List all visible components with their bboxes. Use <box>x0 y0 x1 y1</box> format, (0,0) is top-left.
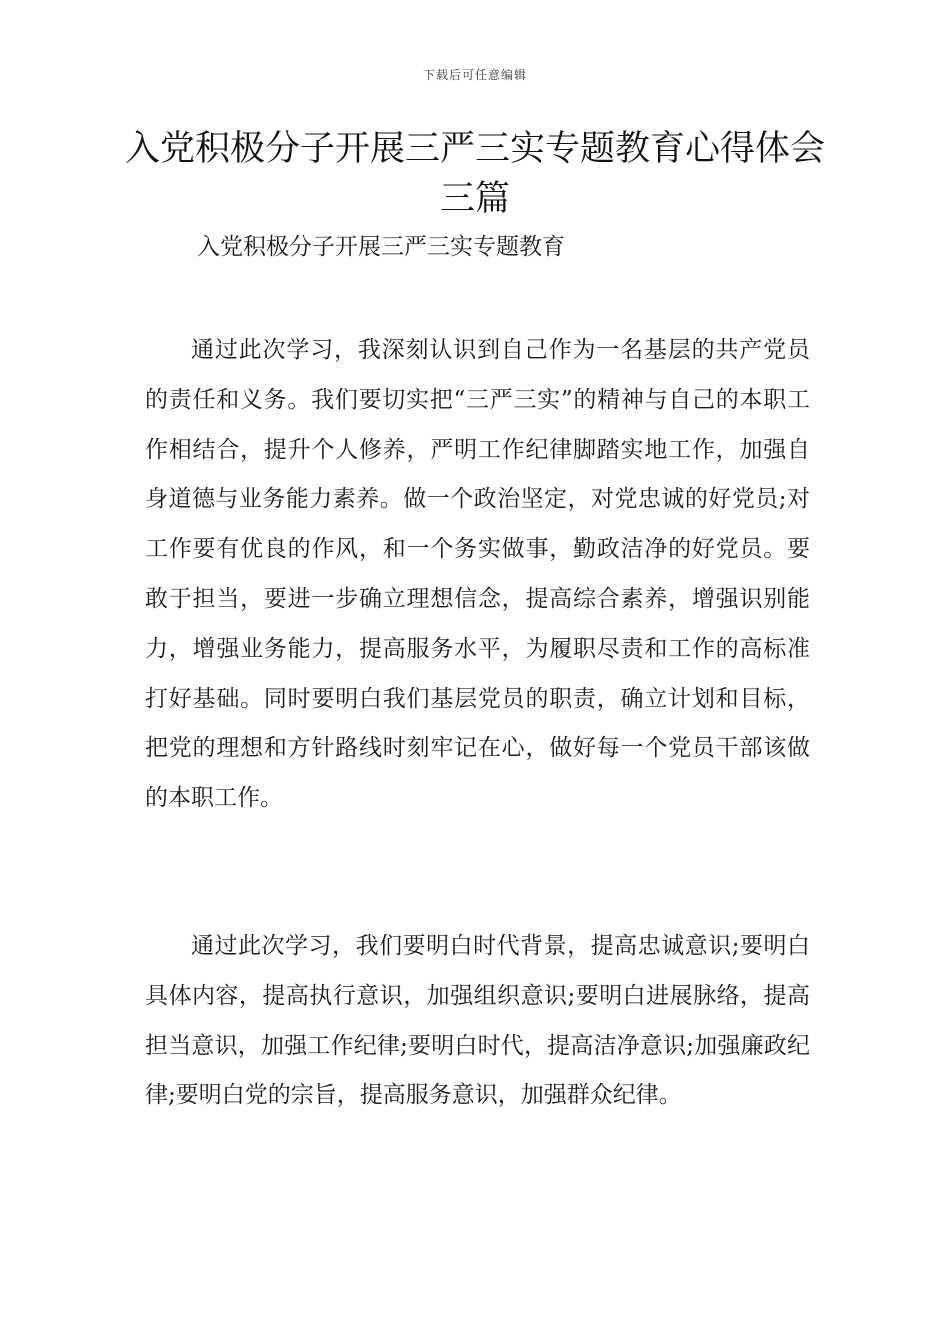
document-title: 入党积极分子开展三严三实专题教育心得体会三篇 <box>124 129 825 219</box>
body-paragraph-1: 通过此次学习，我深刻认识到自己作为一名基层的共产党员的责任和义务。我们要切实把“三严三实”的精神与自己的本职工作相结合，提升个人修养，严明工作纪律脚踏实地工作，加强自身道德与业务能力素养。做一个政治坚定，对党忠诚的好党员;对工作要有优良的作风，和一个务实做事，勤政洁净的好党员。要敢于担当，要进一步确立理想信念，提高综合素养，增强识别能力，增强业务能力，提高服务水平，为履职尽责和工作的高标准打好基础。同时要明白我们基层党员的职责，确立计划和目标，把党的理想和方针路线时刻牢记在心，做好每一个党员干部该做的本职工作。 <box>145 337 810 812</box>
document-subtitle: 入党积极分子开展三严三实专题教育 <box>197 234 565 260</box>
body-paragraph-2: 通过此次学习，我们要明白时代背景，提高忠诚意识;要明白具体内容，提高执行意识，加强组织意识;要明白进展脉络，提高担当意识，加强工作纪律;要明白时代，提高洁净意识;加强廉政纪律;要明白党的宗旨，提高服务意识，加强群众纪律。 <box>145 933 810 1109</box>
header-note: 下载后可任意编辑 <box>422 68 527 82</box>
